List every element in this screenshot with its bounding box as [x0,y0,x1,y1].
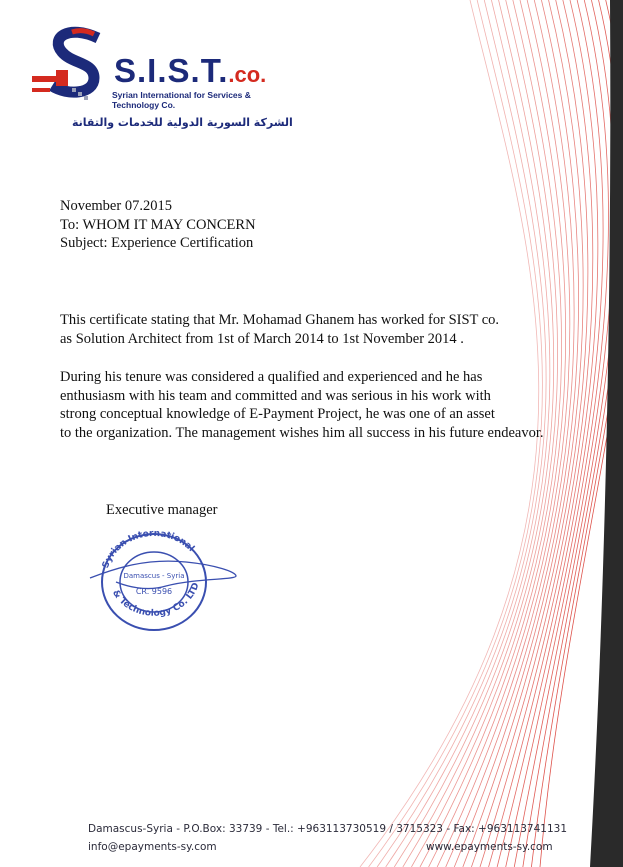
paragraph-1 [60,311,600,348]
logo-wordmark: S.I.S.T..co. [114,52,267,89]
company-logo [28,26,293,146]
stamp-center-line1: Damascus - Syria [123,572,185,580]
letter-subject: Subject: Experience Certification [60,235,254,251]
paragraph-line: as Solution Architect from 1st of March 2014 to 1st November 2014 . [60,330,464,347]
paragraph-line: strong conceptual knowledge of E-Payment Project, he was one of an asset [60,406,495,422]
paragraph-line: to the organization. The management wishes him all success in his future endeavor. [60,424,544,441]
logo-arabic-name: الشركة السورية الدولية للخدمات والتقانة [72,116,293,129]
paragraph-2 [60,368,600,442]
stamp-top-text: Syrian International [100,528,196,570]
letter-date: November 07.2015 [60,198,172,214]
footer-address: Damascus-Syria - P.O.Box: 33739 - Tel.: +963113730519 / 3715323 - Fax: +963113741131 [88,823,568,835]
paragraph-line: During his tenure was considered a qualified and experienced and he has [60,369,483,385]
footer-email: info@epayments-sy.com [88,841,217,853]
logo-english-name: Syrian International for Services & Technology Co. [112,90,251,110]
footer-website: www.epayments-sy.com [426,841,553,853]
company-stamp [86,528,256,638]
signer-title: Executive manager [106,502,218,518]
letter-recipient: To: WHOM IT MAY CONCERN [60,216,256,233]
letter-header [60,197,256,253]
stamp-bottom-text: & Technology Co. LTD [110,581,202,619]
paragraph-line: enthusiasm with his team and committed and was serious in his work with [60,387,491,404]
paragraph-line: This certificate stating that Mr. Mohamad Ghanem has worked for SIST co. [60,312,500,328]
stamp-center-line2: CR. 9596 [135,587,173,596]
